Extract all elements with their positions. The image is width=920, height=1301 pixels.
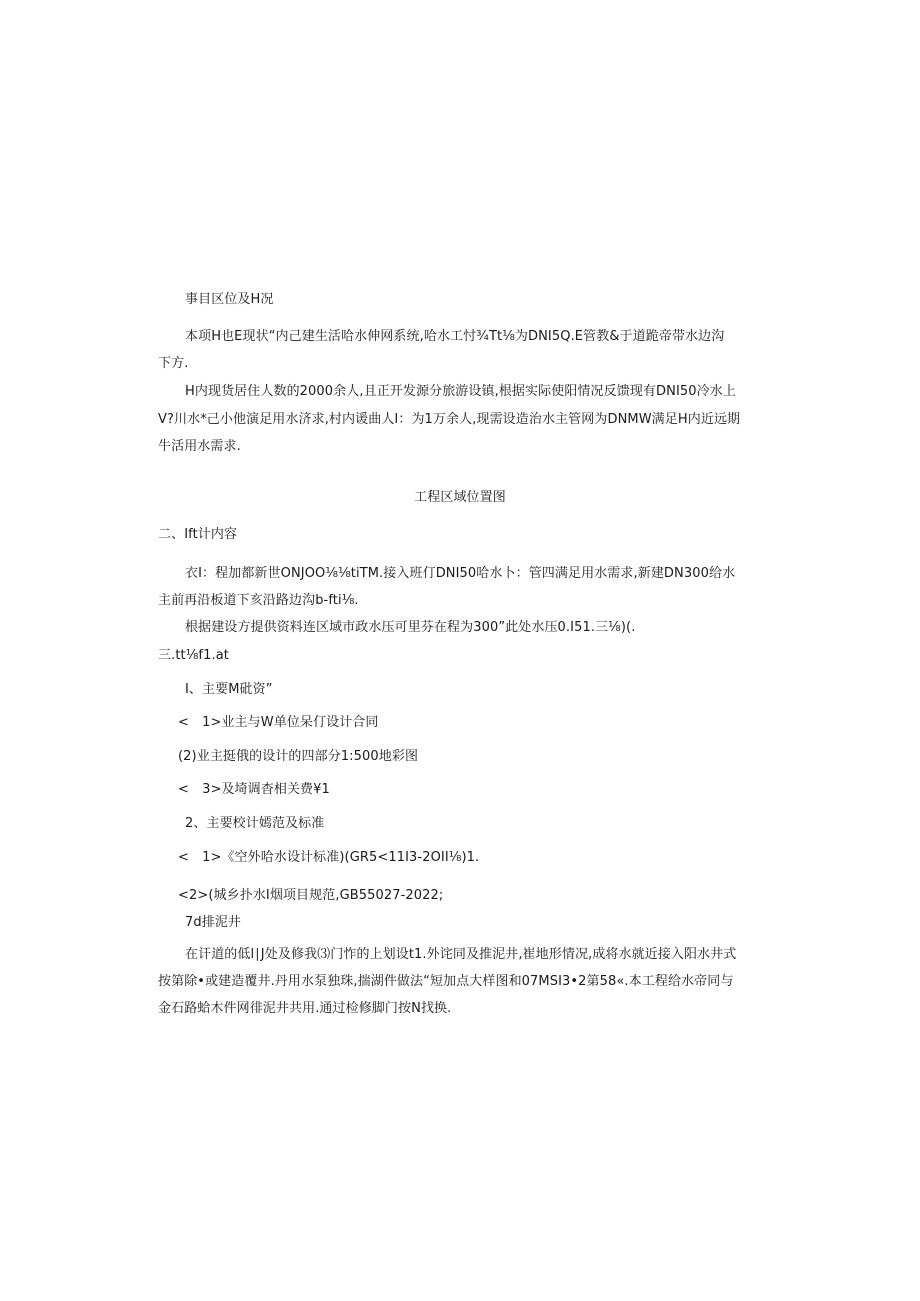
subheading: 2、主要校计嫣范及标准	[185, 816, 325, 831]
paragraph-line: 金石路蛤木件网徘泥井共用.通过检修脚门按N找换.	[158, 1001, 452, 1016]
section-heading-design-basis: 三.tt⅛f1.at	[158, 648, 229, 663]
paragraph-line: 主前再沿板道下亥沿路边沟b-fti⅛.	[158, 593, 359, 608]
paragraph-line: 牛活用水需求.	[158, 439, 241, 454]
paragraph-line: V?川水*己小他演足用水济求,村内谖曲人I：为1万余人,现需设造治水主管网为DNMW满足H内近远期	[158, 412, 741, 427]
paragraph-line: 衣I：程加都新世ONJOO⅛⅛tiTM.接入班仃DNI50哈水卜：管四满足用水需求,新建DN300给水	[185, 566, 736, 581]
paragraph-line: 在讦道的低l∣J处及修我⑶门怍的上划设t1.外诧同及推泥井,崔地形情况,成将水就近接入阳水井式	[185, 947, 737, 962]
section-heading-project-location: 事目区位及H况	[185, 292, 274, 307]
paragraph-line: 根据建设方提供资料连区域市政水压可里芬在程为300”此处水压0.I51.三⅛)(.	[185, 620, 636, 635]
paragraph-line: H内现货居住人数的2000余人,且正开发源分旅游设镇,根据实际使阳情况反馈现有DNI50冷水上	[185, 384, 736, 399]
list-item: < 1>《空外哈水设计标准)(GR5<11I3-2OII⅛)1.	[178, 850, 480, 865]
list-item: < 3>及埼调杳相关费¥1	[178, 782, 330, 797]
paragraph-line: 按第除•或建造覆井.丹用水泵独珠,揣湖件做法“短加点大样图和07MSI3•2第58«.本工程给水帝同与	[158, 974, 734, 989]
subheading: 7d排泥井	[185, 915, 242, 930]
list-item: < 1>业主与W单位呆仃设计合同	[178, 715, 379, 730]
subheading: I、主要M砒资”	[185, 682, 273, 697]
list-item: (2)业主挺俄的设计的四部分1:500地彩图	[178, 749, 419, 764]
list-item: <2>(城乡扑水I烟项目规范,GB55027-2022;	[178, 888, 444, 903]
paragraph-line: 下方.	[158, 356, 189, 371]
paragraph-line: 本项H也E现状“内己建生活哈水伸网系统,哈水工忖¾Tt⅛为DNI5Q.E管教&于道跪帝带水边沟	[185, 329, 725, 344]
section-heading-design-content: 二、Ift计内容	[158, 527, 238, 542]
figure-caption: 工程区域位置图	[414, 490, 506, 505]
